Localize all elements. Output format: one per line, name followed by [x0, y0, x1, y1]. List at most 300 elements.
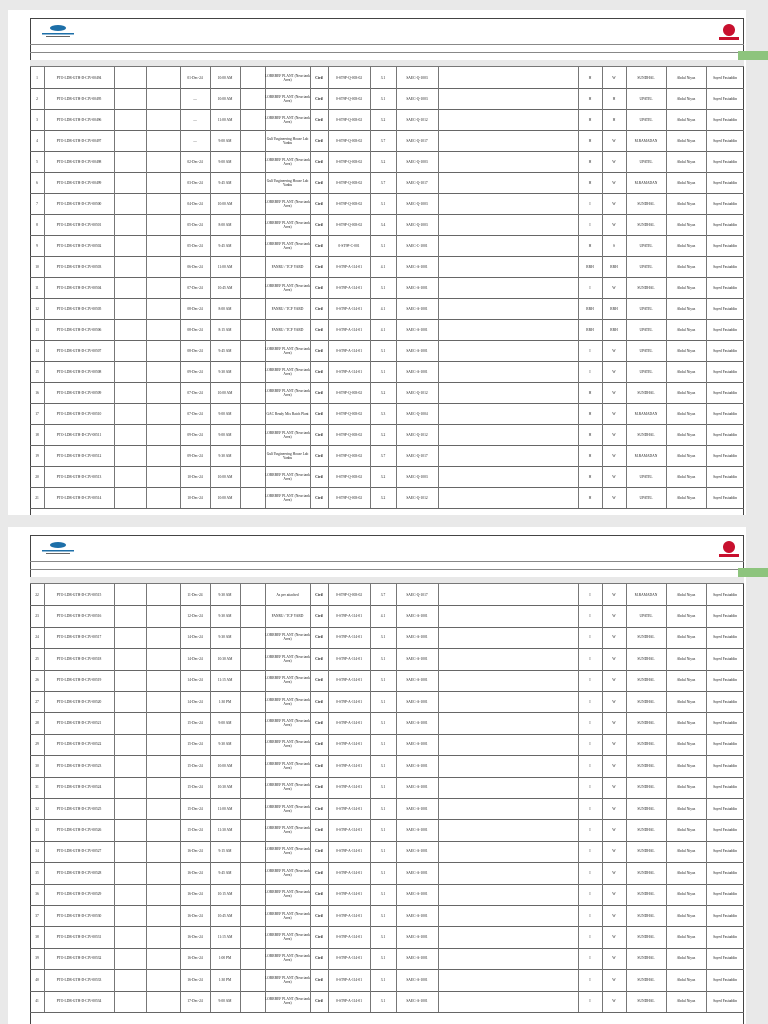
cell-qc: Abdul Niyaz	[676, 369, 696, 374]
cell-hold: H	[588, 432, 592, 437]
cell-qc: Abdul Niyaz	[676, 913, 696, 918]
cell-qc: Abdul Niyaz	[676, 180, 696, 185]
cell-time: 11:15 AM	[217, 678, 233, 683]
cell-itp: 0-ST9P-Q-003-02	[335, 201, 363, 206]
column-divider	[114, 67, 115, 88]
cell-itp: 0-ST9P-Q-003-02	[335, 592, 363, 597]
cell-no: 25	[35, 656, 39, 661]
cell-itp: 0-ST9P-Q-003-02	[335, 222, 363, 227]
column-divider	[114, 151, 115, 172]
cell-qc: Abdul Niyaz	[676, 348, 696, 353]
cell-w: W	[612, 913, 616, 918]
cell-hold: I	[589, 201, 591, 206]
cell-qc: Abdul Niyaz	[676, 75, 696, 80]
cell-no: 23	[35, 614, 39, 619]
column-divider	[146, 445, 147, 466]
cell-disc: Civil	[315, 721, 323, 726]
column-divider	[114, 319, 115, 340]
cell-no: 32	[35, 806, 39, 811]
cell-insp: SUNDHAL	[637, 870, 655, 875]
cell-w: W	[612, 785, 616, 790]
cell-itp: 0-ST9P-A-114-01	[335, 742, 363, 747]
cell-time: 10:45 AM	[217, 913, 233, 918]
cell-w: W	[612, 75, 616, 80]
column-header-row	[30, 60, 744, 67]
cell-hold: I	[589, 828, 591, 833]
cell-cont: Sayed Fasiuddin	[713, 806, 737, 811]
column-divider	[146, 648, 147, 669]
cell-act: 3.1	[380, 721, 386, 726]
cell-code: SAEC-A-1001	[406, 785, 428, 790]
cell-w: H	[612, 96, 616, 101]
table-row	[30, 712, 744, 734]
cell-hold: I	[589, 913, 591, 918]
reference-note-cell	[240, 926, 265, 947]
table-row	[30, 487, 744, 509]
cell-no: 16	[35, 390, 39, 395]
cell-cont: Sayed Fasiuddin	[713, 495, 737, 500]
cell-qc: Abdul Niyaz	[676, 264, 696, 269]
cell-time: 10:00 AM	[217, 96, 233, 101]
cell-date: 02-Dec-24	[187, 159, 203, 164]
cell-qc: Abdul Niyaz	[676, 327, 696, 332]
cell-no: 19	[35, 453, 39, 458]
cell-date: 16-Dec-24	[187, 870, 203, 875]
cell-disc: Civil	[315, 699, 323, 704]
column-divider	[146, 712, 147, 733]
cell-date: 12-Dec-24	[187, 614, 203, 619]
column-divider	[146, 424, 147, 445]
cell-date: 11-Dec-24	[187, 592, 203, 597]
table-row	[30, 319, 744, 341]
cell-date: 10-Dec-24	[187, 474, 203, 479]
cell-insp: M.RAMADAN	[634, 411, 658, 416]
cell-itp: 0-ST9P-A-114-01	[335, 956, 363, 961]
cell-itp: 0-ST9P-A-114-01	[335, 285, 363, 290]
cell-qc: Abdul Niyaz	[676, 656, 696, 661]
column-divider	[114, 214, 115, 235]
cell-hold: I	[589, 956, 591, 961]
column-header-row	[30, 577, 744, 584]
cell-no: 34	[35, 849, 39, 854]
cell-qc: Abdul Niyaz	[676, 763, 696, 768]
column-divider	[114, 88, 115, 109]
column-divider	[114, 172, 115, 193]
cell-code: SAEC-Q-1003	[406, 159, 428, 164]
cell-cont: Sayed Fasiuddin	[713, 432, 737, 437]
cell-date: —	[193, 96, 197, 101]
reference-note-cell	[240, 466, 265, 487]
cell-code: SAEC-Q-1003	[406, 222, 428, 227]
cell-itp: 0-ST9P-Q-003-02	[335, 96, 363, 101]
cell-desc	[438, 777, 578, 798]
table-row	[30, 361, 744, 383]
cell-no: 40	[35, 977, 39, 982]
cell-w: W	[612, 721, 616, 726]
cell-ref: PTO-LDR-GTH-D-CIV-00526	[56, 828, 102, 833]
cell-cont: Sayed Fasiuddin	[713, 785, 737, 790]
table-row	[30, 151, 744, 173]
cell-code: SAEC-Q-1003	[406, 75, 428, 80]
cell-cont: Sayed Fasiuddin	[713, 849, 737, 854]
cell-itp: 0-ST9P-Q-003-02	[335, 75, 363, 80]
cell-itp: 0-ST9P-A-114-01	[335, 892, 363, 897]
cell-no: 24	[35, 635, 39, 640]
table-row	[30, 403, 744, 425]
cell-code: SAEC-A-1001	[406, 956, 428, 961]
cell-cont: Sayed Fasiuddin	[713, 870, 737, 875]
cell-disc: Civil	[315, 117, 323, 122]
cell-insp: UPATEL	[639, 306, 653, 311]
cell-qc: Abdul Niyaz	[676, 159, 696, 164]
cell-disc: Civil	[315, 96, 323, 101]
reference-note-cell	[240, 403, 265, 424]
cell-no: 1	[36, 75, 38, 80]
cell-cont: Sayed Fasiuddin	[713, 96, 737, 101]
column-divider	[114, 798, 115, 819]
reference-note-cell	[240, 712, 265, 733]
cell-qc: Abdul Niyaz	[676, 742, 696, 747]
reference-note-cell	[240, 819, 265, 840]
cell-itp: 0-ST9P-A-114-01	[335, 699, 363, 704]
cell-insp: M.RAMADAN	[634, 453, 658, 458]
cell-code: SAEC-Q-1012	[406, 390, 428, 395]
cell-date: 05-Dec-24	[187, 243, 203, 248]
cell-date: 05-Dec-24	[187, 222, 203, 227]
cell-hold: I	[589, 870, 591, 875]
cell-hold: H	[588, 180, 592, 185]
cell-disc: Civil	[315, 201, 323, 206]
cell-w: W	[612, 999, 616, 1004]
cell-act: 3.1	[380, 828, 386, 833]
cell-hold: I	[589, 699, 591, 704]
cell-itp: 0-ST9P-Q-003-02	[335, 138, 363, 143]
cell-hold: I	[589, 721, 591, 726]
table-row	[30, 109, 744, 131]
cell-hold: H	[588, 138, 592, 143]
cell-time: 9:30 AM	[218, 635, 232, 640]
column-divider	[114, 193, 115, 214]
cell-itp: 0-ST9P-A-114-01	[335, 977, 363, 982]
cell-hold: I	[589, 999, 591, 1004]
table-row	[30, 755, 744, 777]
cell-ref: PTO-LDR-GTH-D-CIV-00499	[56, 180, 102, 185]
cell-insp: SUNDHAL	[637, 956, 655, 961]
cell-code: SAEC-Q-1017	[406, 592, 428, 597]
cell-itp: 0-ST9P-A-114-01	[335, 870, 363, 875]
cell-loc: LORRBEF PLANT (Near tank Area)	[265, 346, 310, 355]
cell-cont: Sayed Fasiuddin	[713, 180, 737, 185]
cell-loc: LORRBEF PLANT (Near tank Area)	[265, 676, 310, 685]
reference-note-cell	[240, 627, 265, 648]
cell-act: 3.7	[380, 180, 386, 185]
cell-code: SAEC-A-1001	[406, 264, 428, 269]
cell-ref: PTO-LDR-GTH-D-CIV-00498	[56, 159, 102, 164]
cell-w: S	[613, 243, 615, 248]
cell-code: SAEC-A-1001	[406, 742, 428, 747]
column-divider	[114, 424, 115, 445]
cell-act: 3.1	[380, 285, 386, 290]
cell-insp: M.RAMADAN	[634, 180, 658, 185]
cell-desc	[438, 991, 578, 1012]
cell-insp: SUNDHAL	[637, 742, 655, 747]
cell-desc	[438, 382, 578, 403]
cell-disc: Civil	[315, 635, 323, 640]
column-divider	[146, 605, 147, 626]
cell-date: 15-Dec-24	[187, 785, 203, 790]
column-divider	[114, 109, 115, 130]
cell-qc: Abdul Niyaz	[676, 592, 696, 597]
cell-time: 11:00 AM	[217, 806, 233, 811]
cell-ref: PTO-LDR-GTH-D-CIV-00519	[56, 678, 102, 683]
column-divider	[146, 193, 147, 214]
cell-time: 9:00 AM	[218, 138, 232, 143]
reference-note-cell	[240, 605, 265, 626]
cell-insp: SUNDHAL	[637, 721, 655, 726]
cell-ref: PTO-LDR-GTH-D-CIV-00522	[56, 742, 102, 747]
cell-qc: Abdul Niyaz	[676, 892, 696, 897]
cell-qc: Abdul Niyaz	[676, 201, 696, 206]
cell-insp: SUNDHAL	[637, 699, 655, 704]
cell-no: 39	[35, 956, 39, 961]
reference-note-cell	[240, 798, 265, 819]
cell-time: 10:30 AM	[217, 656, 233, 661]
cell-w: W	[612, 592, 616, 597]
table-row	[30, 130, 744, 152]
cell-code: SAEC-A-1001	[406, 870, 428, 875]
cell-desc	[438, 926, 578, 947]
cell-cont: Sayed Fasiuddin	[713, 264, 737, 269]
cell-code: SAEC-Q-1003	[406, 474, 428, 479]
cell-w: H	[612, 117, 616, 122]
cell-cont: Sayed Fasiuddin	[713, 828, 737, 833]
cell-qc: Abdul Niyaz	[676, 285, 696, 290]
column-divider	[114, 382, 115, 403]
green-tab	[738, 568, 768, 577]
cell-date: 15-Dec-24	[187, 742, 203, 747]
cell-act: 3.1	[380, 892, 386, 897]
cell-no: 11	[35, 285, 39, 290]
cell-time: 11:30 AM	[217, 828, 233, 833]
cell-cont: Sayed Fasiuddin	[713, 656, 737, 661]
cell-insp: SUNDHAL	[637, 999, 655, 1004]
cell-no: 14	[35, 348, 39, 353]
cell-insp: SUNDHAL	[637, 849, 655, 854]
reference-note-cell	[240, 214, 265, 235]
cell-itp: 0-ST9P-A-114-01	[335, 849, 363, 854]
cell-itp: 0-ST9P-A-114-01	[335, 348, 363, 353]
cell-date: 15-Dec-24	[187, 721, 203, 726]
cell-disc: Civil	[315, 243, 323, 248]
cell-itp: 0-ST9P-A-114-01	[335, 614, 363, 619]
cell-w: W	[612, 849, 616, 854]
cell-desc	[438, 109, 578, 130]
table-row	[30, 905, 744, 927]
cell-ref: PTO-LDR-GTH-D-CIV-00525	[56, 806, 102, 811]
cell-w: RRH	[610, 327, 618, 332]
cell-disc: Civil	[315, 592, 323, 597]
cell-cont: Sayed Fasiuddin	[713, 411, 737, 416]
cell-qc: Abdul Niyaz	[676, 849, 696, 854]
cell-time: 11:15 AM	[217, 935, 233, 940]
cell-itp: 0-ST9P-A-114-01	[335, 327, 363, 332]
cell-qc: Abdul Niyaz	[676, 699, 696, 704]
cell-insp: SUNDHAL	[637, 913, 655, 918]
table-row	[30, 584, 744, 606]
cell-code: SAEC-Q-1017	[406, 180, 428, 185]
cell-date: 16-Dec-24	[187, 956, 203, 961]
cell-qc: Abdul Niyaz	[676, 999, 696, 1004]
cell-qc: Abdul Niyaz	[676, 785, 696, 790]
cell-hold: H	[588, 474, 592, 479]
column-divider	[114, 627, 115, 648]
cell-no: 33	[35, 828, 39, 833]
cell-code: SAEC-A-1001	[406, 849, 428, 854]
cell-act: 4.1	[380, 306, 386, 311]
cell-time: 9:00 AM	[218, 432, 232, 437]
cell-cont: Sayed Fasiuddin	[713, 913, 737, 918]
cell-no: 15	[35, 369, 39, 374]
table-row	[30, 627, 744, 649]
cell-disc: Civil	[315, 977, 323, 982]
cell-ref: PTO-LDR-GTH-D-CIV-00523	[56, 763, 102, 768]
table-row	[30, 67, 744, 89]
reference-note-cell	[240, 862, 265, 883]
cell-disc: Civil	[315, 763, 323, 768]
cell-loc: LORRBEF PLANT (Near tank Area)	[265, 933, 310, 942]
table-row	[30, 691, 744, 713]
cell-cont: Sayed Fasiuddin	[713, 75, 737, 80]
table-row	[30, 298, 744, 320]
column-divider	[114, 584, 115, 605]
column-divider	[146, 969, 147, 990]
cell-cont: Sayed Fasiuddin	[713, 474, 737, 479]
cell-itp: 0-ST9P-Q-003-02	[335, 117, 363, 122]
cell-code: SAEC-Q-1012	[406, 117, 428, 122]
cell-hold: I	[589, 785, 591, 790]
cell-insp: SUNDHAL	[637, 678, 655, 683]
cell-act: 4.1	[380, 264, 386, 269]
cell-ref: PTO-LDR-GTH-D-CIV-00529	[56, 892, 102, 897]
cell-date: 07-Dec-24	[187, 285, 203, 290]
cell-disc: Civil	[315, 411, 323, 416]
cell-w: W	[612, 828, 616, 833]
cell-insp: SUNDHAL	[637, 892, 655, 897]
cell-ref: PTO-LDR-GTH-D-CIV-00501	[56, 222, 102, 227]
table-row	[30, 670, 744, 692]
cell-date: 09-Dec-24	[187, 369, 203, 374]
column-divider	[146, 926, 147, 947]
cell-disc: Civil	[315, 327, 323, 332]
cell-hold: I	[589, 369, 591, 374]
cell-code: SAEC-A-1001	[406, 656, 428, 661]
cell-no: 37	[35, 913, 39, 918]
cell-ref: PTO-LDR-GTH-D-CIV-00504	[56, 285, 102, 290]
column-divider	[114, 670, 115, 691]
cell-qc: Abdul Niyaz	[676, 956, 696, 961]
cell-w: RRH	[610, 306, 618, 311]
cell-loc: LORRBEF PLANT (Near tank Area)	[265, 472, 310, 481]
cell-time: 9:30 AM	[218, 742, 232, 747]
cell-insp: SUNDHAL	[637, 977, 655, 982]
cell-w: W	[612, 614, 616, 619]
cell-desc	[438, 235, 578, 256]
cell-hold: H	[588, 390, 592, 395]
table-row	[30, 862, 744, 884]
reference-note-cell	[240, 648, 265, 669]
cell-cont: Sayed Fasiuddin	[713, 285, 737, 290]
cell-date: 03-Dec-24	[187, 180, 203, 185]
cell-time: 9:30 AM	[218, 453, 232, 458]
cell-cont: Sayed Fasiuddin	[713, 742, 737, 747]
cell-act: 3.1	[380, 96, 386, 101]
cell-desc	[438, 841, 578, 862]
cell-no: 4	[36, 138, 38, 143]
table-row	[30, 445, 744, 467]
table-row	[30, 734, 744, 756]
cell-disc: Civil	[315, 348, 323, 353]
cell-w: W	[612, 390, 616, 395]
cell-date: 14-Dec-24	[187, 656, 203, 661]
cell-w: W	[612, 656, 616, 661]
cell-act: 3.1	[380, 348, 386, 353]
column-divider	[146, 67, 147, 88]
cell-ref: PTO-LDR-GTH-D-CIV-00515	[56, 592, 102, 597]
cell-disc: Civil	[315, 432, 323, 437]
reference-note-cell	[240, 991, 265, 1012]
cell-ref: PTO-LDR-GTH-D-CIV-00505	[56, 306, 102, 311]
cell-code: SAEC-A-1001	[406, 763, 428, 768]
cell-insp: M.RAMADAN	[634, 138, 658, 143]
column-divider	[114, 969, 115, 990]
cell-itp: 0-ST9P-C-001	[338, 243, 360, 248]
table-row	[30, 841, 744, 863]
cell-time: 9:00 AM	[218, 411, 232, 416]
column-divider	[114, 712, 115, 733]
cell-w: W	[612, 763, 616, 768]
cell-cont: Sayed Fasiuddin	[713, 138, 737, 143]
cell-hold: H	[588, 96, 592, 101]
cell-loc: Gulf Engineering House Lab Yanbu	[266, 178, 309, 187]
cell-w: W	[612, 474, 616, 479]
cell-cont: Sayed Fasiuddin	[713, 222, 737, 227]
reference-note-cell	[240, 755, 265, 776]
reference-note-cell	[240, 277, 265, 298]
cell-code: SAEC-A-1001	[406, 306, 428, 311]
cell-date: 01-Dec-24	[187, 75, 203, 80]
cell-code: SAEC-A-1001	[406, 913, 428, 918]
cell-loc: LORRBEF PLANT (Near tank Area)	[265, 719, 310, 728]
cell-no: 3	[36, 117, 38, 122]
green-tab	[738, 51, 768, 60]
cell-time: 9:00 AM	[218, 159, 232, 164]
cell-insp: UPATEL	[639, 117, 653, 122]
cell-disc: Civil	[315, 474, 323, 479]
cell-desc	[438, 130, 578, 151]
cell-qc: Abdul Niyaz	[676, 222, 696, 227]
column-divider	[146, 151, 147, 172]
cell-itp: 0-ST9P-Q-003-02	[335, 432, 363, 437]
cell-date: —	[193, 138, 197, 143]
cell-w: W	[612, 678, 616, 683]
cell-code: SAEC-A-1001	[406, 721, 428, 726]
document-page-1	[8, 10, 746, 515]
table-row	[30, 648, 744, 670]
cell-desc	[438, 712, 578, 733]
column-divider	[114, 648, 115, 669]
cell-desc	[438, 445, 578, 466]
cell-disc: Civil	[315, 678, 323, 683]
